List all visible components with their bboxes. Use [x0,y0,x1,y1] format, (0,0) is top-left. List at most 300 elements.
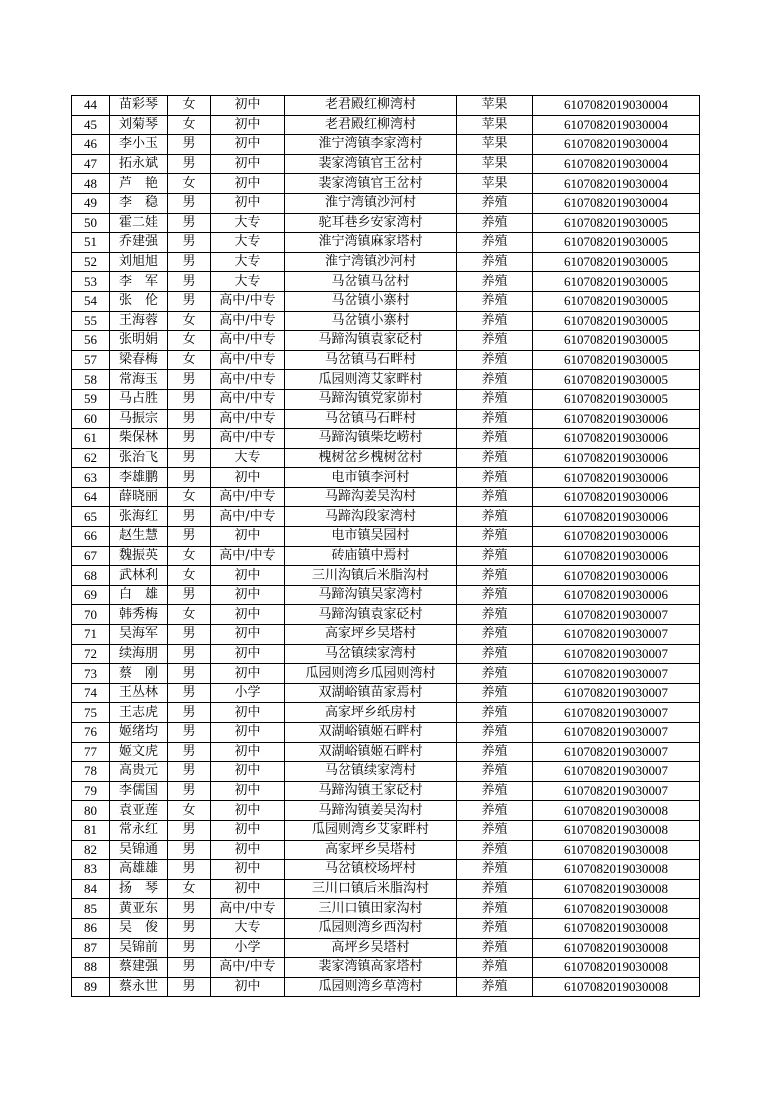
address-cell: 老君殿红柳湾村 [285,96,457,116]
address-cell: 瓜园则湾乡草湾村 [285,977,457,997]
id-number-cell: 6107082019030004 [533,154,700,174]
row-number-cell: 70 [72,605,110,625]
education-cell: 大专 [211,233,285,253]
gender-cell: 男 [168,154,211,174]
gender-cell: 女 [168,115,211,135]
id-number-cell: 6107082019030005 [533,389,700,409]
industry-cell: 养殖 [457,644,533,664]
address-cell: 驼耳巷乡安家湾村 [285,213,457,233]
row-number-cell: 47 [72,154,110,174]
address-cell: 高家坪乡吴塔村 [285,625,457,645]
row-number-cell: 55 [72,311,110,331]
education-cell: 初中 [211,840,285,860]
industry-cell: 养殖 [457,272,533,292]
address-cell: 双湖峪镇苗家焉村 [285,683,457,703]
education-cell: 初中 [211,527,285,547]
education-cell: 初中 [211,781,285,801]
address-cell: 三川口镇后米脂沟村 [285,879,457,899]
education-cell: 高中/中专 [211,546,285,566]
gender-cell: 女 [168,487,211,507]
education-cell: 初中 [211,468,285,488]
table-row [72,977,700,997]
row-number-cell: 71 [72,625,110,645]
industry-cell: 养殖 [457,938,533,958]
table-row [72,193,700,213]
table-row [72,899,700,919]
education-cell: 高中/中专 [211,507,285,527]
gender-cell: 男 [168,938,211,958]
row-number-cell: 81 [72,820,110,840]
table-row [72,409,700,429]
name-cell: 高雄雄 [110,860,168,880]
gender-cell: 男 [168,781,211,801]
row-number-cell: 79 [72,781,110,801]
gender-cell: 男 [168,723,211,743]
name-cell: 常永红 [110,820,168,840]
id-number-cell: 6107082019030004 [533,96,700,116]
industry-cell: 养殖 [457,801,533,821]
name-cell: 高贵元 [110,762,168,782]
gender-cell: 男 [168,977,211,997]
education-cell: 初中 [211,193,285,213]
industry-cell: 养殖 [457,918,533,938]
table-row [72,762,700,782]
id-number-cell: 6107082019030006 [533,566,700,586]
gender-cell: 女 [168,331,211,351]
education-cell: 初中 [211,723,285,743]
education-cell: 高中/中专 [211,350,285,370]
id-number-cell: 6107082019030007 [533,605,700,625]
education-cell: 高中/中专 [211,409,285,429]
table-row [72,507,700,527]
name-cell: 王志虎 [110,703,168,723]
industry-cell: 苹果 [457,154,533,174]
table-row [72,918,700,938]
address-cell: 高坪乡吴塔村 [285,938,457,958]
table-row [72,252,700,272]
education-cell: 高中/中专 [211,291,285,311]
education-cell: 初中 [211,605,285,625]
row-number-cell: 74 [72,683,110,703]
address-cell: 淮宁湾镇沙河村 [285,252,457,272]
id-number-cell: 6107082019030008 [533,938,700,958]
id-number-cell: 6107082019030005 [533,370,700,390]
id-number-cell: 6107082019030005 [533,331,700,351]
gender-cell: 男 [168,507,211,527]
row-number-cell: 45 [72,115,110,135]
address-cell: 马蹄沟段家湾村 [285,507,457,527]
table-row [72,174,700,194]
industry-cell: 养殖 [457,213,533,233]
row-number-cell: 84 [72,879,110,899]
education-cell: 初中 [211,135,285,155]
name-cell: 韩秀梅 [110,605,168,625]
row-number-cell: 87 [72,938,110,958]
table-row [72,820,700,840]
row-number-cell: 58 [72,370,110,390]
table-row [72,566,700,586]
industry-cell: 养殖 [457,664,533,684]
id-number-cell: 6107082019030007 [533,723,700,743]
row-number-cell: 56 [72,331,110,351]
row-number-cell: 68 [72,566,110,586]
education-cell: 初中 [211,96,285,116]
address-cell: 马岔镇续家湾村 [285,762,457,782]
id-number-cell: 6107082019030008 [533,879,700,899]
name-cell: 王丛林 [110,683,168,703]
name-cell: 吴海军 [110,625,168,645]
table-row [72,958,700,978]
gender-cell: 男 [168,135,211,155]
row-number-cell: 78 [72,762,110,782]
industry-cell: 苹果 [457,135,533,155]
name-cell: 续海朋 [110,644,168,664]
table-row [72,605,700,625]
industry-cell: 养殖 [457,566,533,586]
table-row [72,585,700,605]
address-cell: 马蹄沟镇吴家湾村 [285,585,457,605]
education-cell: 初中 [211,860,285,880]
gender-cell: 男 [168,370,211,390]
address-cell: 马岔镇马石畔村 [285,409,457,429]
name-cell: 白 雄 [110,585,168,605]
table-row [72,644,700,664]
gender-cell: 女 [168,174,211,194]
industry-cell: 养殖 [457,860,533,880]
table-row [72,723,700,743]
row-number-cell: 89 [72,977,110,997]
id-number-cell: 6107082019030005 [533,252,700,272]
industry-cell: 养殖 [457,233,533,253]
gender-cell: 男 [168,193,211,213]
industry-cell: 养殖 [457,546,533,566]
name-cell: 柴保林 [110,429,168,449]
education-cell: 初中 [211,820,285,840]
education-cell: 初中 [211,742,285,762]
name-cell: 扬 琴 [110,879,168,899]
industry-cell: 养殖 [457,291,533,311]
name-cell: 李儒国 [110,781,168,801]
address-cell: 马岔镇续家湾村 [285,644,457,664]
row-number-cell: 62 [72,448,110,468]
table-row [72,801,700,821]
gender-cell: 男 [168,291,211,311]
row-number-cell: 85 [72,899,110,919]
name-cell: 苗彩琴 [110,96,168,116]
industry-cell: 养殖 [457,879,533,899]
industry-cell: 苹果 [457,96,533,116]
industry-cell: 养殖 [457,781,533,801]
education-cell: 高中/中专 [211,487,285,507]
education-cell: 大专 [211,252,285,272]
row-number-cell: 48 [72,174,110,194]
address-cell: 双湖峪镇姬石畔村 [285,723,457,743]
id-number-cell: 6107082019030005 [533,213,700,233]
row-number-cell: 53 [72,272,110,292]
row-number-cell: 49 [72,193,110,213]
row-number-cell: 51 [72,233,110,253]
education-cell: 初中 [211,664,285,684]
id-number-cell: 6107082019030005 [533,233,700,253]
gender-cell: 女 [168,96,211,116]
address-cell: 裴家湾镇高家塔村 [285,958,457,978]
industry-cell: 养殖 [457,742,533,762]
address-cell: 瓜园则湾乡西沟村 [285,918,457,938]
name-cell: 姬绪均 [110,723,168,743]
gender-cell: 女 [168,879,211,899]
education-cell: 初中 [211,762,285,782]
education-cell: 初中 [211,585,285,605]
id-number-cell: 6107082019030007 [533,703,700,723]
row-number-cell: 75 [72,703,110,723]
industry-cell: 养殖 [457,723,533,743]
table-row [72,154,700,174]
gender-cell: 男 [168,762,211,782]
address-cell: 电市镇李河村 [285,468,457,488]
table-row [72,115,700,135]
row-number-cell: 54 [72,291,110,311]
roster-body [72,96,700,997]
name-cell: 袁亚莲 [110,801,168,821]
row-number-cell: 57 [72,350,110,370]
table-row [72,370,700,390]
table-row [72,860,700,880]
education-cell: 初中 [211,879,285,899]
industry-cell: 养殖 [457,625,533,645]
name-cell: 赵生慧 [110,527,168,547]
name-cell: 李 军 [110,272,168,292]
id-number-cell: 6107082019030006 [533,448,700,468]
id-number-cell: 6107082019030005 [533,311,700,331]
gender-cell: 男 [168,272,211,292]
name-cell: 蔡 刚 [110,664,168,684]
name-cell: 拓永斌 [110,154,168,174]
industry-cell: 养殖 [457,448,533,468]
address-cell: 马岔镇马石畔村 [285,350,457,370]
row-number-cell: 67 [72,546,110,566]
gender-cell: 男 [168,625,211,645]
address-cell: 马岔镇小寨村 [285,291,457,311]
industry-cell: 养殖 [457,311,533,331]
id-number-cell: 6107082019030008 [533,918,700,938]
gender-cell: 女 [168,546,211,566]
table-row [72,213,700,233]
education-cell: 大专 [211,213,285,233]
id-number-cell: 6107082019030006 [533,585,700,605]
id-number-cell: 6107082019030008 [533,958,700,978]
gender-cell: 男 [168,742,211,762]
industry-cell: 养殖 [457,350,533,370]
education-cell: 大专 [211,918,285,938]
gender-cell: 男 [168,820,211,840]
row-number-cell: 65 [72,507,110,527]
table-row [72,546,700,566]
gender-cell: 女 [168,311,211,331]
id-number-cell: 6107082019030008 [533,899,700,919]
gender-cell: 女 [168,801,211,821]
industry-cell: 养殖 [457,193,533,213]
gender-cell: 女 [168,566,211,586]
industry-cell: 养殖 [457,683,533,703]
industry-cell: 养殖 [457,605,533,625]
id-number-cell: 6107082019030008 [533,840,700,860]
id-number-cell: 6107082019030007 [533,625,700,645]
gender-cell: 男 [168,527,211,547]
education-cell: 小学 [211,938,285,958]
row-number-cell: 66 [72,527,110,547]
name-cell: 薛晓丽 [110,487,168,507]
table-row [72,625,700,645]
gender-cell: 女 [168,605,211,625]
address-cell: 双湖峪镇姬石畔村 [285,742,457,762]
row-number-cell: 80 [72,801,110,821]
row-number-cell: 82 [72,840,110,860]
industry-cell: 养殖 [457,468,533,488]
row-number-cell: 69 [72,585,110,605]
gender-cell: 男 [168,644,211,664]
address-cell: 马岔镇校场坪村 [285,860,457,880]
name-cell: 吴锦前 [110,938,168,958]
address-cell: 马蹄沟镇党家峁村 [285,389,457,409]
education-cell: 高中/中专 [211,311,285,331]
address-cell: 马蹄沟镇袁家砭村 [285,605,457,625]
table-row [72,291,700,311]
industry-cell: 养殖 [457,762,533,782]
education-cell: 高中/中专 [211,899,285,919]
industry-cell: 养殖 [457,252,533,272]
id-number-cell: 6107082019030006 [533,527,700,547]
name-cell: 刘菊琴 [110,115,168,135]
address-cell: 瓜园则湾艾家畔村 [285,370,457,390]
table-row [72,468,700,488]
name-cell: 马占胜 [110,389,168,409]
education-cell: 高中/中专 [211,370,285,390]
name-cell: 武林利 [110,566,168,586]
address-cell: 老君殿红柳湾村 [285,115,457,135]
education-cell: 小学 [211,683,285,703]
education-cell: 初中 [211,625,285,645]
address-cell: 淮宁湾镇麻家塔村 [285,233,457,253]
gender-cell: 男 [168,233,211,253]
id-number-cell: 6107082019030006 [533,546,700,566]
id-number-cell: 6107082019030008 [533,820,700,840]
id-number-cell: 6107082019030008 [533,977,700,997]
address-cell: 槐树岔乡槐树岔村 [285,448,457,468]
gender-cell: 男 [168,840,211,860]
education-cell: 初中 [211,801,285,821]
id-number-cell: 6107082019030005 [533,272,700,292]
name-cell: 乔建强 [110,233,168,253]
industry-cell: 养殖 [457,820,533,840]
table-row [72,527,700,547]
table-row [72,350,700,370]
table-row [72,448,700,468]
name-cell: 黄亚东 [110,899,168,919]
table-row [72,389,700,409]
id-number-cell: 6107082019030004 [533,193,700,213]
roster-table [71,95,700,997]
name-cell: 张明娟 [110,331,168,351]
name-cell: 张 伦 [110,291,168,311]
gender-cell: 男 [168,448,211,468]
id-number-cell: 6107082019030008 [533,801,700,821]
gender-cell: 男 [168,899,211,919]
id-number-cell: 6107082019030007 [533,683,700,703]
name-cell: 芦 艳 [110,174,168,194]
table-row [72,272,700,292]
row-number-cell: 77 [72,742,110,762]
row-number-cell: 59 [72,389,110,409]
row-number-cell: 44 [72,96,110,116]
name-cell: 吴 俊 [110,918,168,938]
table-row [72,938,700,958]
education-cell: 初中 [211,174,285,194]
gender-cell: 男 [168,252,211,272]
row-number-cell: 60 [72,409,110,429]
address-cell: 砖庙镇中焉村 [285,546,457,566]
id-number-cell: 6107082019030006 [533,429,700,449]
id-number-cell: 6107082019030006 [533,507,700,527]
industry-cell: 养殖 [457,899,533,919]
name-cell: 王海蓉 [110,311,168,331]
address-cell: 马蹄沟镇姜吴沟村 [285,801,457,821]
address-cell: 马岔镇小寨村 [285,311,457,331]
id-number-cell: 6107082019030005 [533,291,700,311]
id-number-cell: 6107082019030005 [533,350,700,370]
gender-cell: 男 [168,664,211,684]
id-number-cell: 6107082019030007 [533,781,700,801]
table-row [72,840,700,860]
id-number-cell: 6107082019030004 [533,135,700,155]
row-number-cell: 52 [72,252,110,272]
id-number-cell: 6107082019030006 [533,409,700,429]
table-row [72,879,700,899]
gender-cell: 男 [168,389,211,409]
row-number-cell: 83 [72,860,110,880]
gender-cell: 男 [168,958,211,978]
education-cell: 高中/中专 [211,429,285,449]
row-number-cell: 88 [72,958,110,978]
row-number-cell: 72 [72,644,110,664]
industry-cell: 养殖 [457,370,533,390]
address-cell: 裴家湾镇官王岔村 [285,154,457,174]
name-cell: 蔡建强 [110,958,168,978]
education-cell: 初中 [211,154,285,174]
row-number-cell: 63 [72,468,110,488]
id-number-cell: 6107082019030007 [533,762,700,782]
education-cell: 初中 [211,115,285,135]
name-cell: 姬文虎 [110,742,168,762]
education-cell: 初中 [211,703,285,723]
address-cell: 瓜园则湾乡瓜园则湾村 [285,664,457,684]
education-cell: 大专 [211,448,285,468]
gender-cell: 女 [168,350,211,370]
industry-cell: 养殖 [457,840,533,860]
id-number-cell: 6107082019030007 [533,644,700,664]
industry-cell: 养殖 [457,977,533,997]
education-cell: 大专 [211,272,285,292]
name-cell: 张治飞 [110,448,168,468]
table-row [72,135,700,155]
industry-cell: 养殖 [457,429,533,449]
education-cell: 初中 [211,644,285,664]
address-cell: 高家坪乡纸房村 [285,703,457,723]
education-cell: 高中/中专 [211,958,285,978]
id-number-cell: 6107082019030007 [533,664,700,684]
table-row [72,311,700,331]
id-number-cell: 6107082019030006 [533,487,700,507]
table-row [72,331,700,351]
